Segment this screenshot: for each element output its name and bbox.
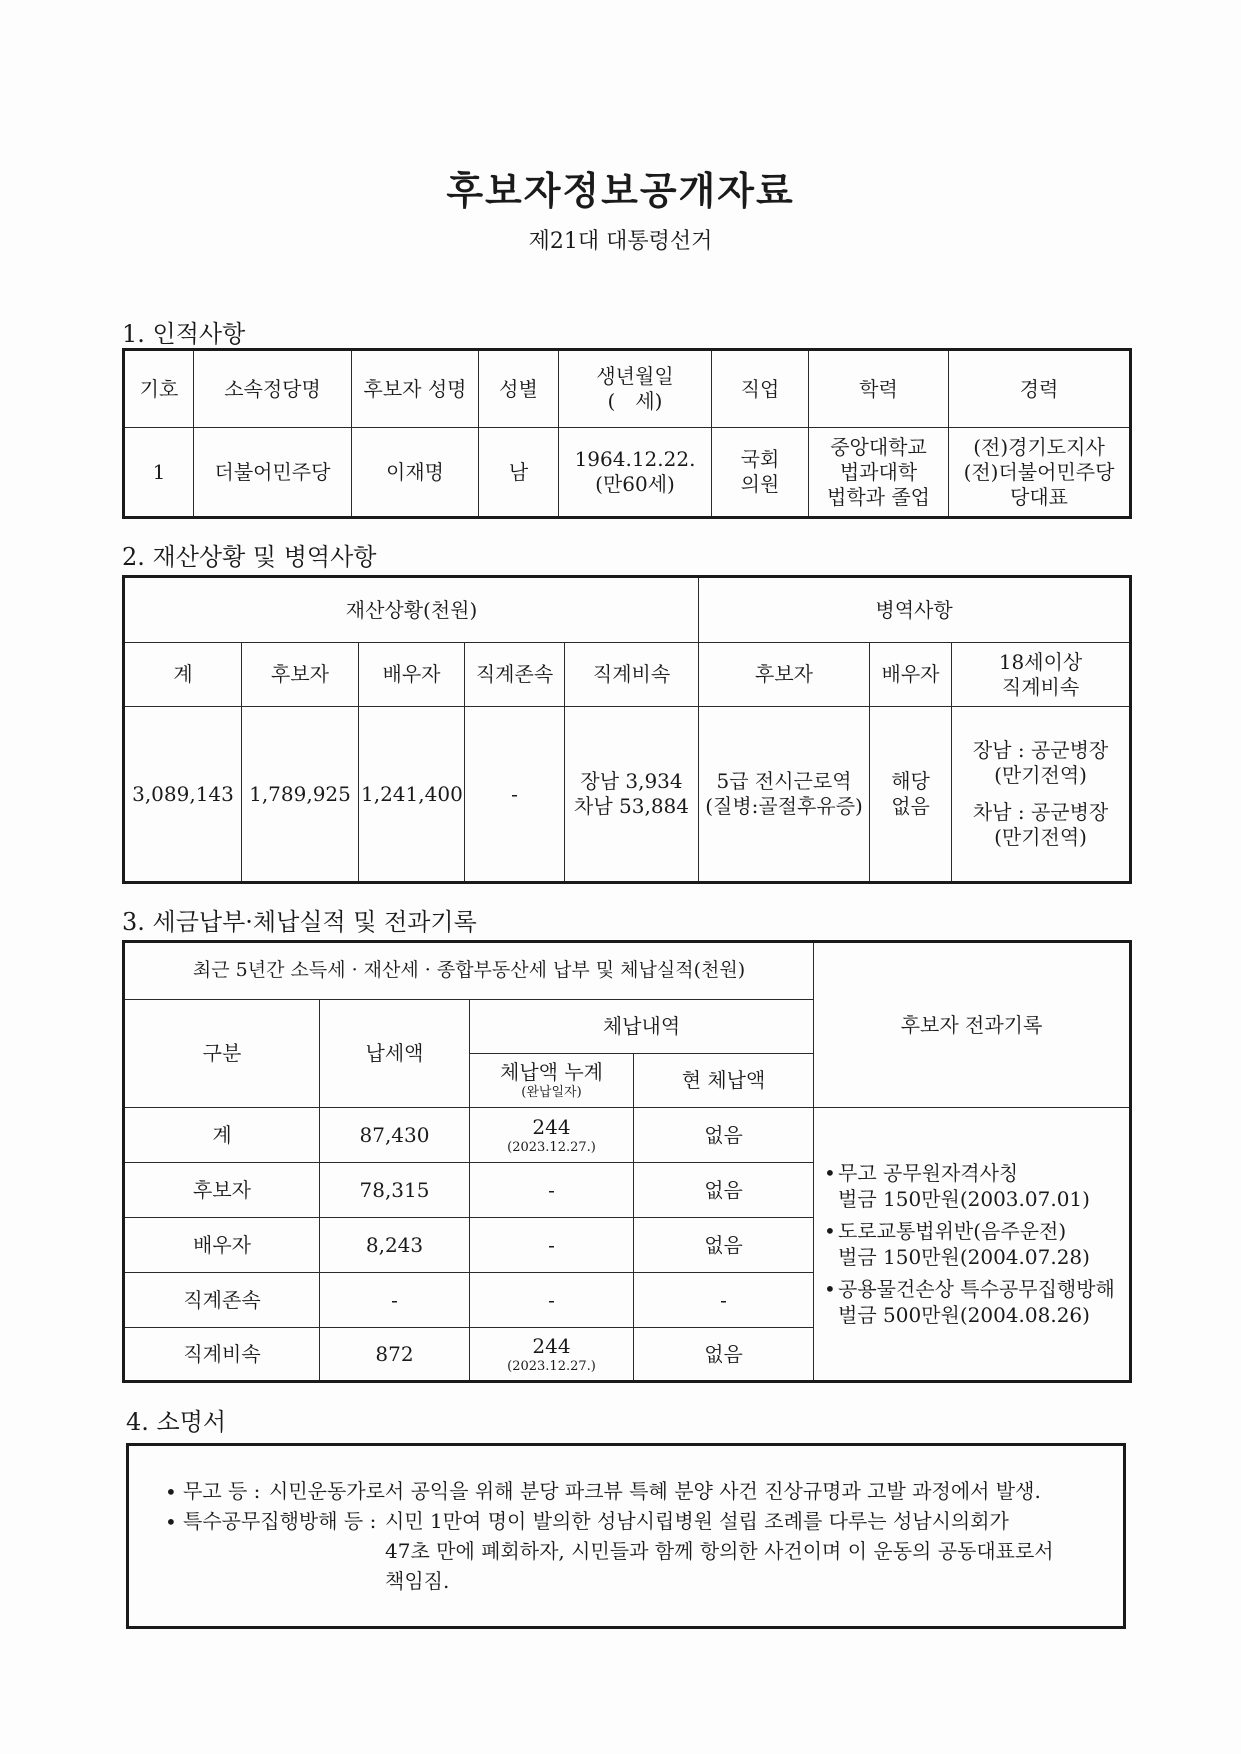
tax-row-paid: 8,243 — [320, 1218, 470, 1273]
statement-label: 특수공무집행방해 등 : — [183, 1509, 377, 1533]
tax-row-label: 직계존속 — [124, 1273, 320, 1328]
son-2-military: 차남 : 공군병장 (만기전역) — [972, 800, 1109, 849]
header-party: 소속정당명 — [194, 350, 352, 428]
tax-row-cumulative — [470, 1108, 634, 1163]
header-category: 구분 — [124, 1000, 320, 1108]
son-1-military: 장남 : 공군병장 (만기전역) — [972, 738, 1109, 787]
header-name: 후보자 성명 — [352, 350, 479, 428]
cell-gender: 남 — [479, 428, 559, 518]
section-2-heading: 2. 재산상황 및 병역사항 — [122, 543, 377, 571]
military-title: 병역사항 — [699, 577, 1131, 643]
header-career: 경력 — [949, 350, 1131, 428]
tax-row-current: - — [634, 1273, 814, 1328]
cell-occupation: 국회 의원 — [712, 428, 809, 518]
criminal-record-item: • 공용물건손상 특수공무집행방해 벌금 500만원(2004.08.26) — [824, 1276, 1127, 1328]
tax-row-cumulative — [470, 1328, 634, 1382]
tax-row-current: 없음 — [634, 1328, 814, 1382]
header-total: 계 — [124, 643, 242, 707]
value-ascendants: - — [465, 707, 565, 883]
tax-row-cumulative: - — [470, 1163, 634, 1218]
value-mil-spouse: 해당 없음 — [870, 707, 952, 883]
personal-info-table — [122, 348, 1132, 519]
header-arrears-cumulative — [470, 1054, 634, 1108]
header-candidate: 후보자 — [242, 643, 359, 707]
header-ascendants: 직계존속 — [465, 643, 565, 707]
tax-row-current: 없음 — [634, 1163, 814, 1218]
tax-row-current: 없음 — [634, 1108, 814, 1163]
header-mil-children: 18세이상 직계비속 — [952, 643, 1131, 707]
tax-row-paid: 78,315 — [320, 1163, 470, 1218]
tax-row-paid: 872 — [320, 1328, 470, 1382]
value-descendants: 장남 3,934 차남 53,884 — [565, 707, 699, 883]
value-spouse: 1,241,400 — [359, 707, 465, 883]
cumulative-date: (2023.12.27.) — [507, 1139, 596, 1155]
statement-text: 시민운동가로서 공익을 위해 분당 파크뷰 특혜 분양 사건 진상규명과 고발 과정에서 발생. — [269, 1479, 1041, 1503]
statement-text-continued: 책임짐. — [385, 1569, 450, 1593]
cell-birthdate: 1964.12.22. (만60세) — [559, 428, 712, 518]
arrears-cumulative-sublabel: (완납일자) — [521, 1085, 582, 1101]
tax-row-cumulative: - — [470, 1218, 634, 1273]
document-subtitle: 제21대 대통령선거 — [528, 229, 713, 254]
tax-row-paid: - — [320, 1273, 470, 1328]
header-mil-spouse: 배우자 — [870, 643, 952, 707]
tax-row-cumulative: - — [470, 1273, 634, 1328]
property-title: 재산상황(천원) — [124, 577, 699, 643]
header-number: 기호 — [124, 350, 194, 428]
section-4-heading: 4. 소명서 — [126, 1408, 227, 1436]
tax-row-paid: 87,430 — [320, 1108, 470, 1163]
header-arrears-current: 현 체납액 — [634, 1054, 814, 1108]
criminal-record-item: • 무고 공무원자격사칭 벌금 150만원(2003.07.01) — [824, 1160, 1127, 1212]
value-total: 3,089,143 — [124, 707, 242, 883]
tax-row-label: 배우자 — [124, 1218, 320, 1273]
cumulative-date: (2023.12.27.) — [507, 1358, 596, 1374]
cell-name: 이재명 — [352, 428, 479, 518]
cell-education: 중앙대학교 법과대학 법학과 졸업 — [809, 428, 949, 518]
header-gender: 성별 — [479, 350, 559, 428]
header-arrears: 체납내역 — [470, 1000, 814, 1054]
header-descendants: 직계비속 — [565, 643, 699, 707]
header-mil-candidate: 후보자 — [699, 643, 870, 707]
value-mil-candidate: 5급 전시근로역 (질병:골절후유증) — [699, 707, 870, 883]
header-occupation: 직업 — [712, 350, 809, 428]
cell-party: 더불어민주당 — [194, 428, 352, 518]
statement-bullet: • — [165, 1510, 177, 1534]
tax-row-label: 계 — [124, 1108, 320, 1163]
tax-row-label: 후보자 — [124, 1163, 320, 1218]
header-spouse: 배우자 — [359, 643, 465, 707]
tax-row-label: 직계비속 — [124, 1328, 320, 1382]
value-candidate: 1,789,925 — [242, 707, 359, 883]
header-education: 학력 — [809, 350, 949, 428]
statement-bullet: • — [165, 1480, 177, 1504]
criminal-title: 후보자 전과기록 — [814, 942, 1131, 1108]
header-birthdate: 생년월일 ( 세) — [559, 350, 712, 428]
tax-criminal-table — [122, 940, 1132, 1383]
statement-text-continued: 47초 만에 폐회하자, 시민들과 함께 항의한 사건이며 이 운동의 공동대표로서 — [385, 1539, 1054, 1563]
cell-career: (전)경기도지사 (전)더불어민주당 당대표 — [949, 428, 1131, 518]
cell-number: 1 — [124, 428, 194, 518]
tax-title: 최근 5년간 소득세 · 재산세 · 종합부동산세 납부 및 체납실적(천원) — [124, 942, 814, 1000]
tax-row-current: 없음 — [634, 1218, 814, 1273]
value-mil-children — [952, 707, 1131, 883]
arrears-cumulative-label: 체납액 누계 — [500, 1060, 603, 1085]
document-title: 후보자정보공개자료 — [446, 168, 795, 213]
cumulative-amount: 244 — [532, 1333, 571, 1358]
property-military-table — [122, 575, 1132, 884]
section-3-heading: 3. 세금납부·체납실적 및 전과기록 — [122, 908, 477, 936]
statement-text: 시민 1만여 명이 발의한 성남시립병원 설립 조례를 다루는 성남시의회가 — [385, 1509, 1009, 1533]
cumulative-amount: 244 — [532, 1114, 571, 1139]
section-1-heading: 1. 인적사항 — [122, 320, 246, 348]
statement-label: 무고 등 : — [183, 1479, 261, 1503]
criminal-record-item: • 도로교통법위반(음주운전) 벌금 150만원(2004.07.28) — [824, 1218, 1127, 1270]
criminal-records — [814, 1108, 1131, 1382]
statement-box — [126, 1443, 1126, 1629]
header-paid: 납세액 — [320, 1000, 470, 1108]
